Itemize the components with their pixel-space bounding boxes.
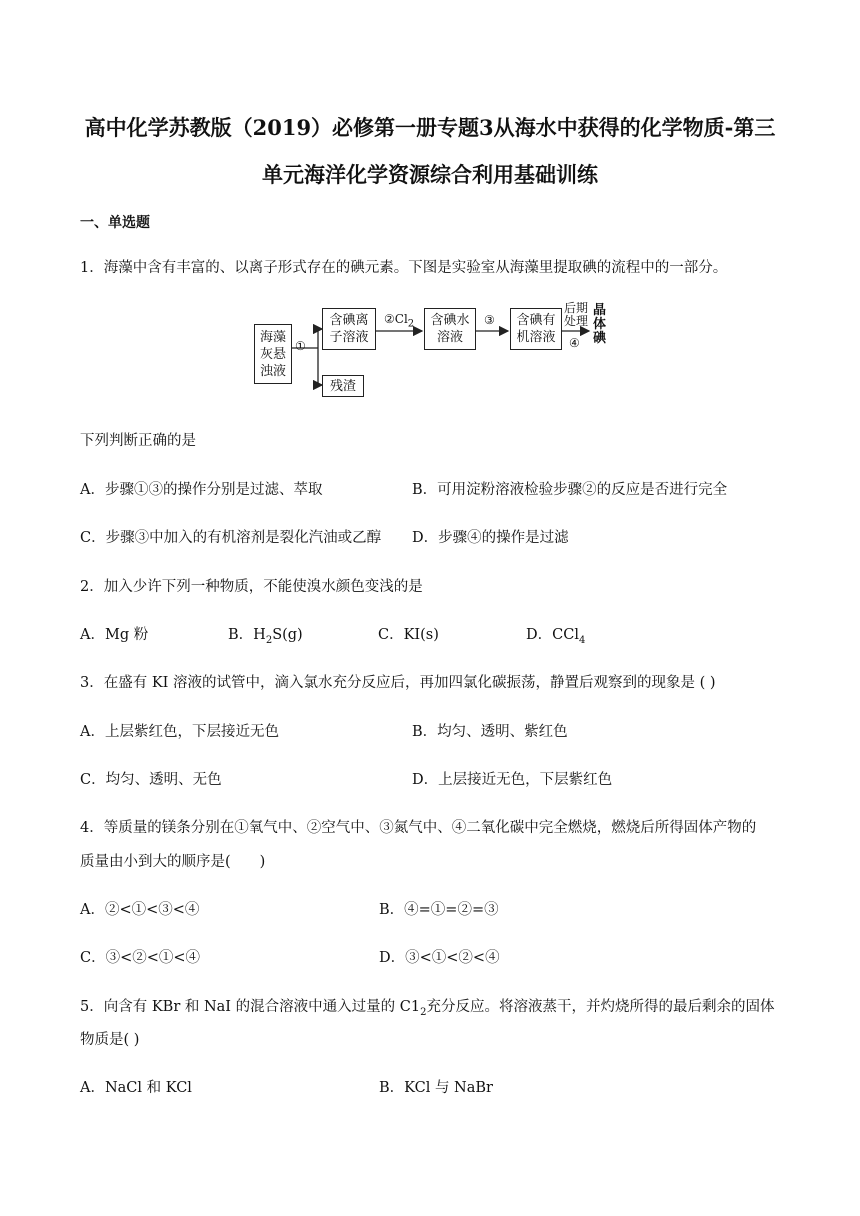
flow-step2-label: $②Cl_2$	[384, 312, 415, 330]
q3-option-d: D．上层接近无色，下层紫红色	[412, 772, 613, 788]
q1-prompt: 下列判断正确的是	[80, 433, 196, 449]
q2-option-a: A．Mg 粉	[80, 627, 149, 643]
document-title-line1: 高中化学苏教版（2019）必修第一册专题3从海水中获得的化学物质-第三	[84, 115, 776, 140]
q3-option-a: A．上层紫红色，下层接近无色	[80, 724, 279, 740]
flow-product-crystal-iodine: 晶 体 碘	[593, 303, 607, 346]
q1-option-d: D．步骤④的操作是过滤	[412, 530, 569, 546]
q5-option-a: A．NaCl 和 KCl	[80, 1080, 192, 1096]
q4-stem-line1: 4．等质量的镁条分别在①氧气中、②空气中、③氮气中、④二氧化碳中完全燃烧，燃烧后所得固体产物的	[80, 820, 757, 836]
q2-option-d: D．CCl$_4$	[526, 627, 586, 646]
q5-stem-line1: 5．向含有 KBr 和 NaI 的混合溶液中通入过量的 $C1_2$充分反应。将溶液蒸干，并灼烧所得的最后剩余的固体	[80, 999, 775, 1018]
flow-box-iodine-water: 含碘水 溶液	[424, 308, 476, 350]
q2-option-c: C．KI(s)	[378, 627, 439, 643]
q5-option-b: B．KCl 与 NaBr	[379, 1080, 493, 1096]
section-heading: 一、单选题	[80, 215, 150, 231]
q3-option-b: B．均匀、透明、紫红色	[412, 724, 568, 740]
q4-option-c: C．③<②<①<④	[80, 950, 201, 966]
q1-flow-diagram	[252, 298, 622, 404]
q1-option-c: C．步骤③中加入的有机溶剂是裂化汽油或乙醇	[80, 530, 382, 546]
flow-box-organic-solution: 含碘有 机溶液	[510, 308, 562, 350]
q3-option-c: C．均匀、透明、无色	[80, 772, 222, 788]
flow-step1-label: ①	[295, 339, 306, 353]
q1-option-b: B．可用淀粉溶液检验步骤②的反应是否进行完全	[412, 482, 728, 498]
flow-box-ion-solution: 含碘离 子溶液	[322, 308, 376, 350]
flow-box-residue: 残渣	[322, 375, 364, 397]
q1-option-a: A．步骤①③的操作分别是过滤、萃取	[80, 482, 323, 498]
q1-stem: 1．海藻中含有丰富的、以离子形式存在的碘元素。下图是实验室从海藻里提取碘的流程中的一部分。	[80, 260, 728, 276]
flow-step4-label: ④	[569, 336, 580, 350]
flow-step3-label: ③	[484, 313, 495, 327]
document-title-line2: 单元海洋化学资源综合利用基础训练	[262, 162, 598, 187]
q4-option-a: A．②<①<③<④	[80, 902, 200, 918]
q2-option-b: B．$H_2S(g)$	[228, 627, 303, 646]
flow-box-start: 海藻 灰悬 浊液	[254, 324, 292, 384]
q4-option-b: B．④=①=②=③	[379, 902, 499, 918]
q4-option-d: D．③<①<②<④	[379, 950, 500, 966]
q4-stem-line2: 质量由小到大的顺序是( )	[80, 854, 266, 870]
q2-stem: 2．加入少许下列一种物质，不能使溴水颜色变浅的是	[80, 579, 423, 595]
flow-post-treatment-label: 后期 处理	[564, 301, 589, 328]
q3-stem: 3．在盛有 KI 溶液的试管中，滴入氯水充分反应后，再加四氯化碳振荡，静置后观察到的现象是 ( )	[80, 675, 716, 691]
q5-stem-line2: 物质是( )	[80, 1032, 140, 1048]
